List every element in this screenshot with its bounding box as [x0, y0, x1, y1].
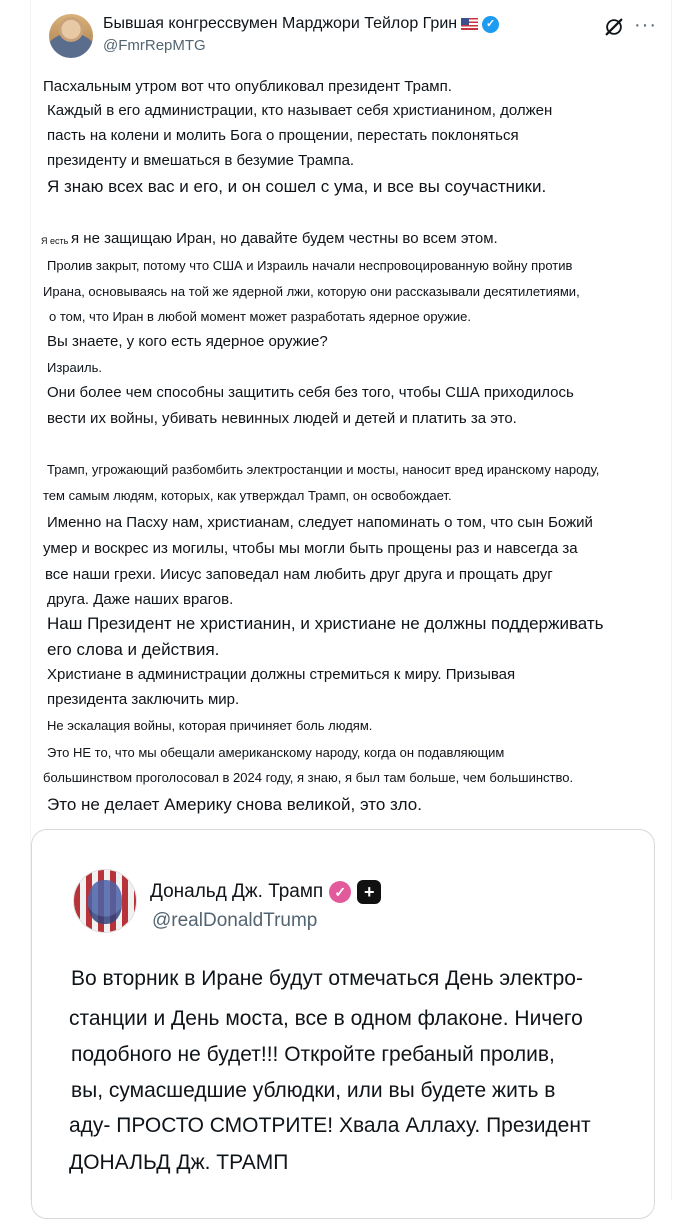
more-options-icon[interactable]: ··· [634, 14, 657, 36]
post-line: его слова и действия. [47, 640, 220, 659]
quoted-post[interactable] [31, 829, 655, 1219]
author-avatar[interactable] [49, 14, 93, 58]
post-line: умер и воскрес из могилы, чтобы мы могли быть прощены раз и навсегда за [43, 540, 578, 557]
post-line: Они более чем способны защитить себя без того, чтобы США приходилось [47, 384, 574, 401]
quoted-author-handle[interactable]: @realDonaldTrump [152, 910, 318, 931]
post-line: Это не делает Америку снова великой, это зло. [47, 795, 422, 814]
post-line: Вы знаете, у кого есть ядерное оружие? [47, 333, 328, 350]
plus-icon: + [357, 880, 381, 904]
author-name[interactable]: Бывшая конгрессвумен Марджори Тейлор Грин [103, 15, 458, 32]
post-line: о том, что Иран в любой момент может разработать ядерное оружие. [49, 309, 471, 324]
post-line: Я знаю всех вас и его, и он сошел с ума, и все вы соучастники. [47, 177, 547, 196]
post-line: Наш Президент не христианин, и христиане не должны поддерживать [47, 614, 604, 633]
post-line: все наши грехи. Иисус заповедал нам любить друг друга и прощать друг [45, 566, 553, 583]
post-header [49, 12, 671, 62]
quoted-line: аду- ПРОСТО СМОТРИТЕ! Хвала Аллаху. Президент [69, 1114, 591, 1137]
verified-badge-icon: ✓ [482, 16, 499, 33]
quoted-author-avatar[interactable] [73, 869, 137, 933]
quoted-author-name[interactable]: Дональд Дж. Трамп [150, 881, 324, 902]
verified-badge-icon: ✓ [329, 881, 351, 903]
post-line: Это НЕ то, что мы обещали американскому народу, когда он подавляющим [47, 745, 505, 760]
post-line: президента заключить мир. [47, 691, 240, 708]
author-handle[interactable]: @FmrRepMTG [103, 37, 206, 54]
post-line: президенту и вмешаться в безумие Трампа. [47, 152, 355, 169]
author-name-row [103, 15, 499, 33]
grok-icon[interactable] [603, 16, 625, 38]
quoted-line: подобного не будет!!! Откройте гребаный пролив, [71, 1043, 555, 1066]
post-line: Христиане в администрации должны стремиться к миру. Призывая [47, 666, 516, 683]
quoted-line: вы, сумасшедшие ублюдки, или вы будете жить в [71, 1079, 556, 1102]
post-line: вести их войны, убивать невинных людей и детей и платить за это. [47, 410, 517, 427]
us-flag-icon [461, 18, 478, 30]
post-line: Я есть [41, 236, 69, 246]
post-line: я не защищаю Иран, но давайте будем честны во всем этом. [71, 230, 498, 247]
quoted-line: Во вторник в Иране будут отмечаться День электро- [71, 967, 583, 990]
post-line: Ирана, основываясь на той же ядерной лжи, которую они рассказывали десятилетиями, [43, 284, 580, 299]
post-line: пасть на колени и молить Бога о прощении, перестать поклоняться [47, 127, 519, 144]
post-line: большинством проголосовал в 2024 году, я знаю, я был там больше, чем большинство. [43, 770, 574, 785]
post-line: Пролив закрыт, потому что США и Израиль начали неспровоцированную войну против [47, 258, 573, 273]
quoted-line: ДОНАЛЬД Дж. ТРАМП [69, 1151, 289, 1174]
post-line: Именно на Пасху нам, христианам, следует напоминать о том, что сын Божий [47, 514, 593, 531]
quoted-author-name-row [150, 880, 381, 904]
post-line: Трамп, угрожающий разбомбить электростанции и мосты, наносит вред иранскому народу, [47, 462, 600, 477]
post-line: Израиль. [47, 360, 102, 375]
post-line: Каждый в его администрации, кто называет себя христианином, должен [47, 102, 553, 119]
post-line: Не эскалация войны, которая причиняет боль людям. [47, 718, 373, 733]
post-line: друга. Даже наших врагов. [47, 591, 234, 608]
quoted-line: станции и День моста, все в одном флаконе. Ничего [69, 1007, 583, 1030]
post-line: тем самым людям, которых, как утверждал Трамп, он освобождает. [43, 488, 452, 503]
post-line: Пасхальным утром вот что опубликовал президент Трамп. [43, 78, 452, 95]
